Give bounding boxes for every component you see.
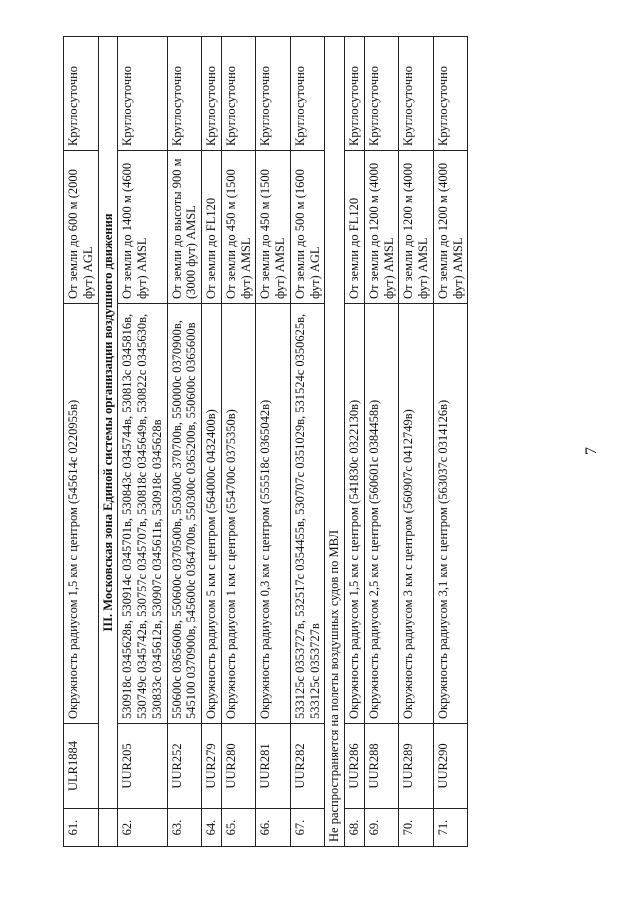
zone-time: Круглосуточно	[118, 37, 167, 151]
row-number: 63.	[167, 809, 202, 847]
zone-area: Окружность радиусом 1,5 км с центром (545614с 0220955в)	[64, 304, 99, 724]
table-row	[202, 37, 222, 847]
zone-altitude: От земли до 500 м (1600 фут) AGL	[290, 151, 325, 304]
zone-altitude: От земли до FL120	[202, 151, 222, 304]
zone-area: 533125с 0353727в, 532517с 0354455в, 530707с 0351029в, 531524с 0350625в, 533125с 0353727в	[290, 304, 325, 724]
zone-area: Окружность радиусом 2,5 км с центром (560601с 0384458в)	[364, 304, 399, 724]
zone-time: Круглосуточно	[364, 37, 399, 151]
table-row	[221, 37, 256, 847]
zone-id: UUR286	[345, 724, 365, 809]
zone-id: UUR289	[399, 724, 434, 809]
zone-id: UUR279	[202, 724, 222, 809]
zone-time: Круглосуточно	[221, 37, 256, 151]
section-title: III. Московская зона Единой системы организации воздушного движения	[98, 37, 118, 809]
row-number: 70.	[399, 809, 434, 847]
zone-altitude: От земли до 1200 м (4000 фут) AMSL	[399, 151, 434, 304]
note-row	[325, 37, 345, 847]
table-row	[364, 37, 399, 847]
zone-id: UUR205	[118, 724, 167, 809]
table-row	[167, 37, 202, 847]
zone-time: Круглосуточно	[290, 37, 325, 151]
zone-altitude: От земли до 1200 м (4000 фут) AMSL	[433, 151, 468, 304]
row-number: 64.	[202, 809, 222, 847]
row-number: 69.	[364, 809, 399, 847]
zone-time: Круглосуточно	[433, 37, 468, 151]
zone-time: Круглосуточно	[399, 37, 434, 151]
zone-altitude: От земли до 450 м (1500 фут) AMSL	[221, 151, 256, 304]
zone-area: Окружность радиусом 0,3 км с центром (555518с 0365042в)	[256, 304, 291, 724]
table-row	[118, 37, 167, 847]
zone-id: UUR282	[290, 724, 325, 809]
zone-area: Окружность радиусом 1 км с центром (554700с 0375350в)	[221, 304, 256, 724]
row-number: 65.	[221, 809, 256, 847]
zone-altitude: От земли до 1200 м (4000 фут) AMSL	[364, 151, 399, 304]
zone-altitude: От земли до 600 м (2000 фут) AGL	[64, 151, 99, 304]
row-number: 68.	[345, 809, 365, 847]
zone-time: Круглосуточно	[202, 37, 222, 151]
table-row	[64, 37, 99, 847]
zone-id: UUR252	[167, 724, 202, 809]
table-row	[433, 37, 468, 847]
zone-time: Круглосуточно	[256, 37, 291, 151]
note-text: Не распространяется на полеты воздушных судов по МВЛ	[325, 37, 345, 847]
table-row	[399, 37, 434, 847]
section-row	[98, 37, 118, 847]
zone-altitude: От земли до 1400 м (4600 фут) AMSL	[118, 151, 167, 304]
zone-id: ULR1884	[64, 724, 99, 809]
row-number: 62.	[118, 809, 167, 847]
restricted-areas-table	[63, 36, 468, 847]
zone-area: Окружность радиусом 3 км с центром (560907с 0412749в)	[399, 304, 434, 724]
zone-time: Круглосуточно	[345, 37, 365, 151]
zone-time: Круглосуточно	[64, 37, 99, 151]
zone-area: Окружность радиусом 1,5 км с центром (541830с 0322130в)	[345, 304, 365, 724]
row-number: 61.	[64, 809, 99, 847]
row-number: 67.	[290, 809, 325, 847]
page-number: 7	[583, 447, 600, 455]
zone-area: 550600с 0365600в, 550600с 0370500в, 550300с 370700в, 550000с 0370900в, 545100 0370900в, 545600с 0364700в, 550300с 0365200в, 550600с 0365600в	[167, 304, 202, 724]
table-row	[256, 37, 291, 847]
zone-area: 530918с 0345628в, 530914с 0345701в, 530843с 0345744в, 530813с 0345816в, 530749с 0345742в, 530757с 0345707в, 530818с 0345649в, 530822с 0345630в, 530833с 0345612в, 530907с 0345611в, 530918с 0345628в	[118, 304, 167, 724]
zone-altitude: От земли до 450 м (1500 фут) AMSL	[256, 151, 291, 304]
zone-id: UUR281	[256, 724, 291, 809]
zone-altitude: От земли до высоты 900 м (3000 фут) AMSL	[167, 151, 202, 304]
table-row	[345, 37, 365, 847]
zone-id: UUR290	[433, 724, 468, 809]
zone-area: Окружность радиусом 3,1 км с центром (563037с 0314126в)	[433, 304, 468, 724]
zone-id: UUR288	[364, 724, 399, 809]
row-number: 71.	[433, 809, 468, 847]
zone-id: UUR280	[221, 724, 256, 809]
zone-altitude: От земли до FL120	[345, 151, 365, 304]
zone-area: Окружность радиусом 5 км с центром (564000с 0432400в)	[202, 304, 222, 724]
table-row	[290, 37, 325, 847]
row-number: 66.	[256, 809, 291, 847]
zone-time: Круглосуточно	[167, 37, 202, 151]
